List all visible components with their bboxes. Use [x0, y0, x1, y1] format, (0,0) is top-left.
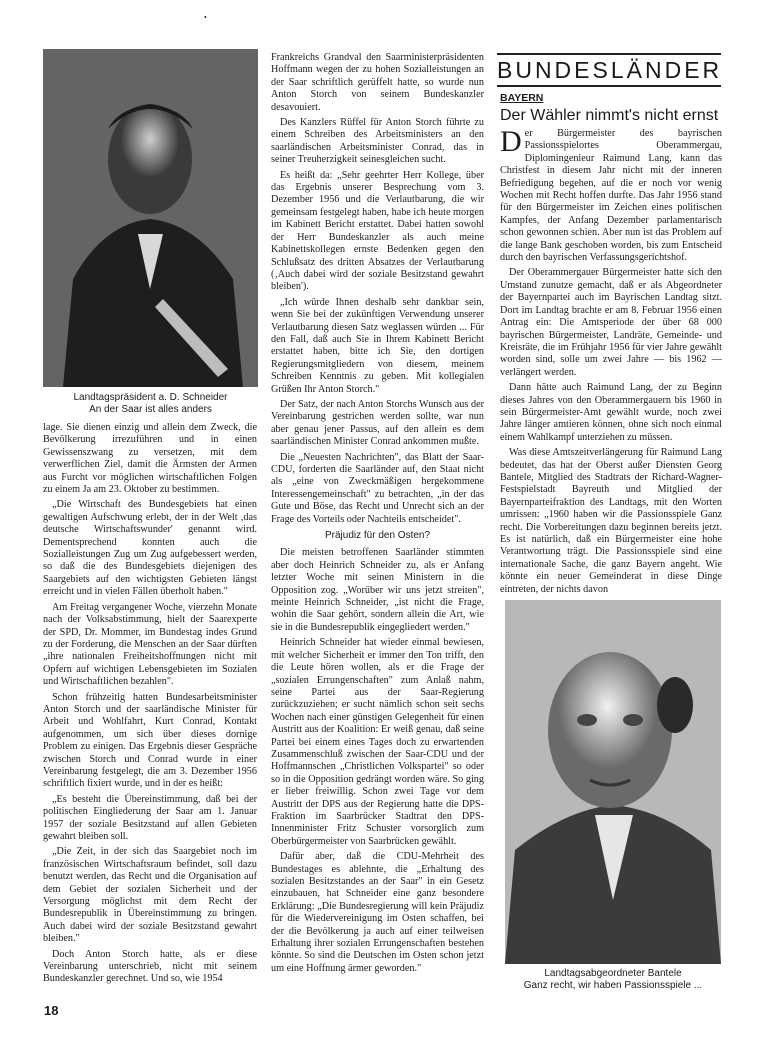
col3-paragraph: Der Oberammergauer Bürgermeister hatte sich den Umstand zunutze gemacht, daß er als Abgeordneter der Bayernpartei auch im Bayrischen Landtag sitzt. Dort im Landtag brachte er am 8. Februar 1956 einen Antrag ein: Die Amtsperiode der über 68 000 bayrischen Bürgermeister, Landräte, Gemeinde- und Kreisräte, die im Frühjahr 1956 für vier Jahre gewählt worden sind, solle um zwei Jahre — bis 1962 — verlängert werden.: [500, 267, 722, 378]
column-1-text: [43, 422, 257, 989]
col2-paragraph: Dafür aber, daß die CDU-Mehrheit des Bundestages es ablehnte, die „Erhaltung des sozialen Besitzstandes an der Saar" in ein Gesetz einzubauen, hat Schneider eine ganz besondere Erklärung: „Die Bundesregierung will kein Präjudiz für die Wiedervereinigung im Osten schaffen, bei der die Bevölkerung ja auch auf einer teilweisen Erhaltung ihrer sozialen Errungenschaften bestehen könnte. So sind die Deutschen im Osten schon jetzt um eine Hoffnung ärmer geworden.": [271, 851, 484, 974]
schneider-portrait-image: [43, 49, 258, 387]
col2-paragraph: Der Satz, der nach Anton Storchs Wunsch aus der Vereinbarung gestrichen werden sollte, war nun aber genau jener Passus, auf den allein es dem saarländischen Minister Conrad ankommen mußte.: [271, 398, 484, 448]
col1-paragraph: Am Freitag vergangener Woche, vierzehn Monate nach der Volksabstimmung, hielt der Saarexperte der SPD, Dr. Mommer, im Bundestag indes Grund zu der Forderung, die Menschen an der Saar dürften „ihre nationalen Freiheitshoffnungen nicht mit Opfern auf wichtigen Lebensgebieten im Sozialen und Wirtschaftlichen bezahlen".: [43, 601, 257, 688]
col1-paragraph: lage. Sie dienen einzig und allein dem Zweck, die Bevölkerung irrezuführen und in einen Gewissenszwang zu versetzen, mit dem verwerflichen Ziel, damit die Ärmsten der Armen aus Furcht vor möglichen wirtschaftlichen Folgen zu einem Ja am 23. Oktober zu bestimmen.: [43, 422, 257, 496]
section-banner: BUNDESLÄNDER: [497, 53, 721, 87]
schneider-caption-title: Landtagspräsident a. D. Schneider: [73, 392, 228, 403]
drop-cap: D: [500, 125, 522, 158]
col1-paragraph: Schon frühzeitig hatten Bundesarbeitsminister Anton Storch und der saarländische Minister für Arbeit und Wohlfahrt, Kurt Conrad, Kontakt aufgenommen, um sich über dieses dornige Problem zu einigen. Das Ergebnis dieser Gespräche zwischen Storch und Conrad wurde in einer Vereinbarung festgelegt, die am 3. Dezember 1956 schriftlich fixiert wurde, und in der es heißt:: [43, 691, 257, 790]
col3-paragraph: Dann hätte auch Raimund Lang, der zu Beginn dieses Jahres von den Oberammergauern bis 1960 in sein Bürgermeister-Amt gewählt wurde, noch zwei Jahre länger amtieren können, ohne sich noch einmal einem Wahlkampf unterziehen zu müssen.: [500, 382, 722, 443]
schneider-photo: [43, 49, 258, 387]
column-3-text: [500, 125, 722, 599]
col2-paragraph: Heinrich Schneider hat wieder einmal bewiesen, mit welcher Sicherheit er immer den Ton trifft, den die Leute hören wollen, als er die Frage der „sozialen Errungenschaften" zum Anlaß nahm, seine Partei aus der Saar-Regierung zurückzuziehen; er sucht nämlich schon seit sechs Wochen nach einer günstigen Gelegenheit für einen Austritt aus der Koalition: Er weiß genau, daß seine Partei bei einem eines Tages doch zu erwartenden Zusammenschluß zwischen der Saar-CDU und der Hoffmannschen „Christlichen Volkspartei" so oder so in die Opposition gedrängt worden wäre. So ging er lieber freiwillig. Schon zwei Tage vor dem Austritt der DPS aus der Regierung hatte die DPS-Fraktion im Saarbrücker Stadtrat den DPS-Innenminister Fritz Schuster vorsorglich zum Oberbürgermeister von Saarbrücken gewählt.: [271, 637, 484, 847]
col2-paragraph: Frankreichs Grandval den Saarministerpräsidenten Hoffmann wegen der zu hohen Sozialleistungen an der Saar schriftlich gerüffelt hatte, so wurde nun Anton Storch von seinem Bundeskanzler desavouiert.: [271, 52, 484, 113]
col3-paragraph: [500, 125, 722, 264]
col2-paragraph: Des Kanzlers Rüffel für Anton Storch führte zu einem Schreiben des Arbeitsministers an den saarländischen Arbeitsminister Conrad, das in seiner Treuherzigkeit seinesgleichen sucht.: [271, 117, 484, 166]
col2-paragraph: Es heißt da: „Sehr geehrter Herr Kollege, über das Ergebnis unserer Besprechung vom 3. Dezember 1956 und die Verlautbarung, die wir gemeinsam festgelegt haben, habe ich heute morgen im Kabinett Bericht erstattet. Dabei hatten sowohl der Herr Bundeskanzler als auch meine Kabinettskollegen ernste Bedenken gegen den Schlußsatz des dritten Absatzes der Verlautbarung (‚Auch dabei wird der soziale Besitzstand gewahrt bleiben').: [271, 169, 484, 293]
bantele-photo: [505, 600, 721, 964]
bantele-caption-title: Landtagsabgeordneter Bantele: [544, 968, 682, 979]
col1-paragraph: „Die Wirtschaft des Bundesgebiets hat einen gewaltigen Aufschwung erlebt, der in der Welt ,das deutsche Wirtschaftswunder' genannt wird. Dementsprechend konnten auch die Sozialleistungen Zug um Zug aufgebessert werden, so daß die des Bundesgebiets diejenigen des Saargebiets auf den wichtigsten Gebieten längst erreicht und in vielen Fällen überholt haben.": [43, 499, 257, 598]
col3-paragraph: Was diese Amtszeitverlängerung für Raimund Lang bedeutet, das hat der Oberst außer Diensten Georg Bantele, Mitglied des Stadtrats der Richard-Wagner-Festspielstadt Bayreuth und Mitglied der Bayernparteifraktion des Landtags, mit den Worten umrissen: „1960 haben wir die Passionsspiele Ganz recht. Die Vorbereitungen dazu beginnen bereits jetzt. Es ist natürlich, daß ein Bürgermeister eine hohe Verantwortung trägt. Die Passionsspiele sind eine internationale Sache, die ganz Bayern angeht. Wie könnte ein neuer Gemeinderat in diese Dinge eintreten, der nichts davon: [500, 447, 722, 595]
column-2-text: [271, 52, 484, 978]
col1-paragraph: „Es besteht die Übereinstimmung, daß bei der politischen Eingliederung der Saar am 1. Januar 1957 der soziale Besitzstand auf allen Gebieten gewahrt bleiben soll.: [43, 793, 257, 842]
col2-paragraph: Die meisten betroffenen Saarländer stimmten aber doch Heinrich Schneider zu, als er Anfang letzter Woche mit seinen Ministern in die Opposition zog. „Worüber wir uns jetzt streiten", meinte Heinrich Schneider, „ist nicht die Frage, wohin die Saar gehört, sondern allein die Art, wie sie in die Bundesrepublik eingegliedert werden.": [271, 547, 484, 633]
col2-subheading: Präjudiz für den Osten?: [324, 530, 431, 542]
bantele-portrait-image: [505, 600, 721, 964]
col2-paragraph: „Ich würde Ihnen deshalb sehr dankbar sein, wenn Sie bei der zukünftigen Verwendung unserer Verlautbarung diesen Satz weglassen würden ... Für den Fall, daß auch Sie in Ihrem Kabinett Bericht erstattet haben, bitte ich Sie, den dortigen Regierungsmitgliedern von diesem, meinem Schreiben Kenntnis zu geben. Mit kollegialen Grüßen Ihr Anton Storch.": [271, 296, 484, 395]
bantele-caption-quote: Ganz recht, wir haben Passionsspiele ...: [523, 980, 703, 991]
col2-paragraph: Die „Neuesten Nachrichten", das Blatt der Saar-CDU, forderten die Saarländer auf, den Staat nicht als „eine von Zweckmäßigen hergekommene Interessengemeinschaft" zu betrachten, „in der das Gute und Böse, das Recht und Unrecht sich an der Frage des Vorteils oder Nachteils entscheidet".: [271, 451, 484, 525]
page-ornament: •: [204, 13, 207, 22]
col3-lead-text: er Bürgermeister des bayrischen Passionsspielortes Oberammergau, Diplomingenieur Raimund Lang, kann das Christfest in diesem Jahr nicht mit der inneren Befriedigung begehen, auf die er noch vor wenig Wochen mit Recht hoffen durfte. Das Jahr 1956 stand für den Bürgermeister im Zeichen eines politischen Kampfes, der Anfang Dezember parlamentarisch schon gewonnen schien. Aber nun ist das Problem auf die lange Bank geschoben worden, bis zum Entscheid durch den bayrischen Verfassungsgerichtshof.: [500, 128, 722, 264]
col1-paragraph: Doch Anton Storch hatte, als er diese Vereinbarung unterschrieb, nicht mit seinem Bundeskanzler gerechnet. Und so, wie 1954: [43, 948, 257, 985]
schneider-caption: [43, 392, 258, 416]
bantele-caption: [505, 968, 721, 992]
article-headline: Der Wähler nimmt's nicht ernst: [500, 107, 719, 124]
section-label: BAYERN: [500, 92, 544, 104]
page-number: 18: [44, 1003, 59, 1018]
col1-paragraph: „Die Zeit, in der sich das Saargebiet noch im französischen Wirtschaftsraum befindet, soll dazu benutzt werden, das Recht und die Organisation auf dem Gebiet der sozialen Sicherheit und der Versorgung möglichst mit dem Recht der Bundesrepublik in Übereinstimmung zu bringen. Auch dabei wird der soziale Besitzstand gewahrt bleiben.": [43, 846, 257, 945]
schneider-caption-quote: An der Saar ist alles anders: [89, 404, 212, 415]
